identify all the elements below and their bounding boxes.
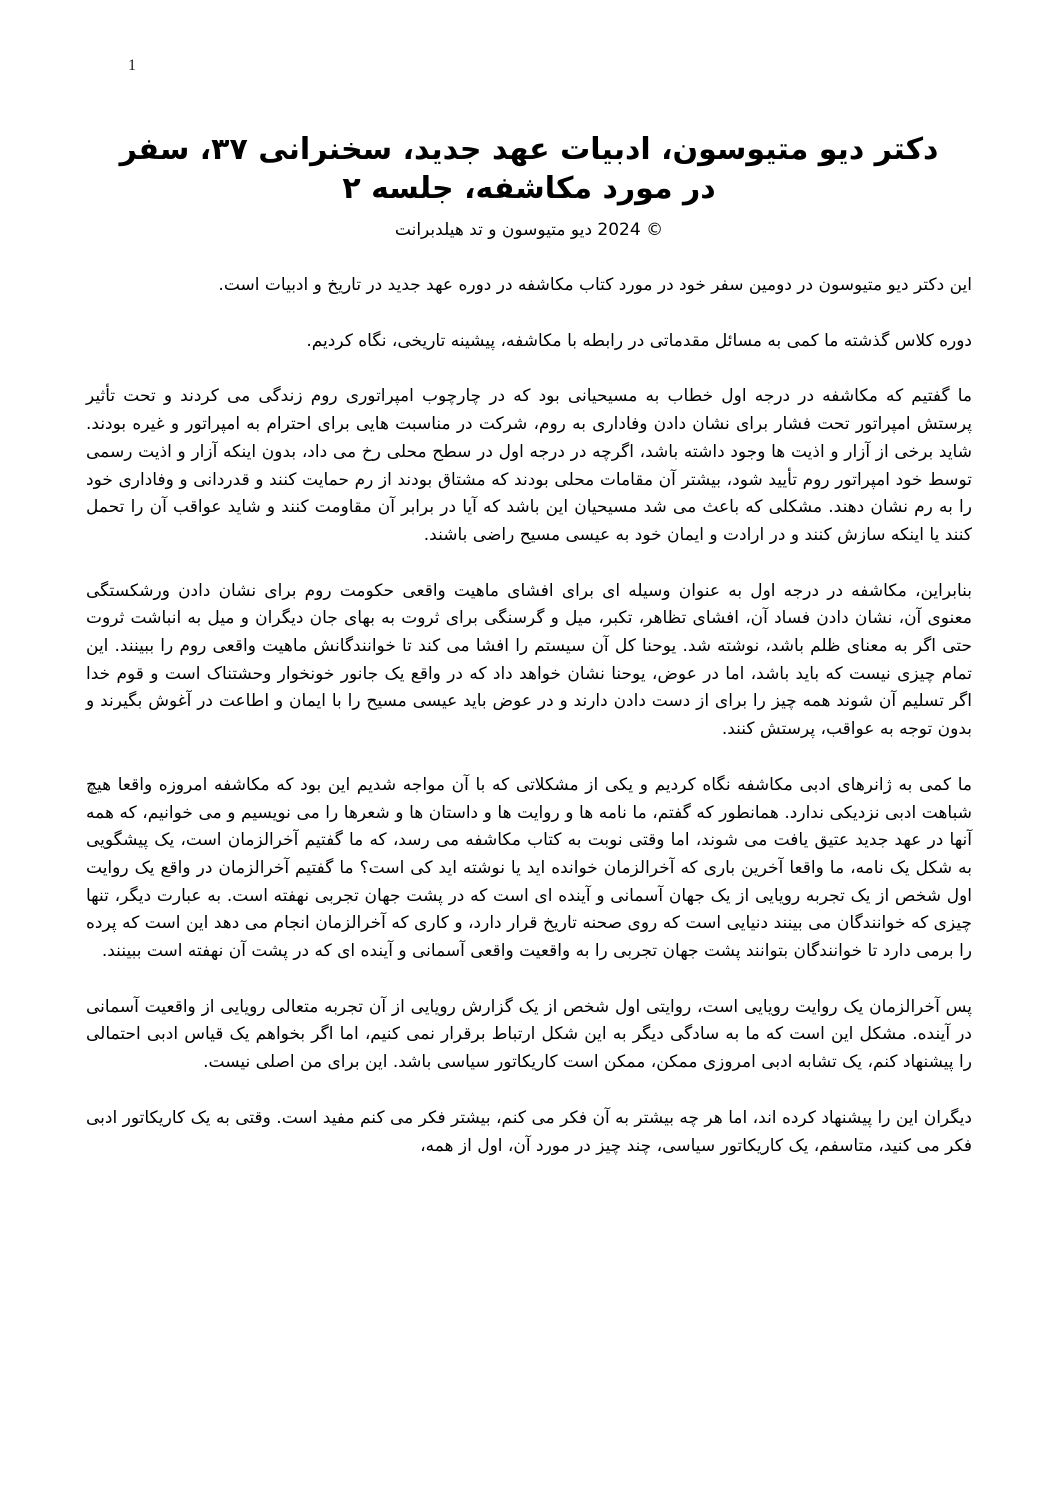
document-title: دکتر دیو متیوسون، ادبیات عهد جدید، سخنرانی ۳۷، سفر در مورد مکاشفه، جلسه ۲ [119, 132, 939, 206]
paragraph: ما گفتیم که مکاشفه در درجه اول خطاب به مسیحیانی بود که در چارچوب امپراتوری روم زندگی می کردند و تحت تأثیر پرستش امپراتور تحت فشار برای نشان دادن وفاداری به روم، شرکت در مناسبت هایی برای احترام به امپراتور و غیره بودند. شاید برخی از آزار و اذیت ها وجود داشته باشد، اگرچه در درجه اول در سطح محلی رخ می داد، بدون اینکه آزار و اذیت رسمی توسط خود امپراتور روم تأیید شود، بیشتر آن مقامات محلی بودند که مشتاق بودند از رم حمایت کنند و قدردانی و وفاداری خود را به رم نشان دهند. مشکلی که باعث می شد مسیحیان این باشد که آیا در برابر آن مقاومت کنند و شاید عواقب آن را تحمل کنند یا اینکه سازش کنند و در ارادت و ایمان خود به عیسی مسیح راضی باشند. [86, 386, 972, 545]
paragraph: دوره کلاس گذشته ما کمی به مسائل مقدماتی در رابطه با مکاشفه، پیشینه تاریخی، نگاه کردیم. [306, 330, 972, 351]
paragraph: دیگران این را پیشنهاد کرده اند، اما هر چه بیشتر به آن فکر می کنم، بیشتر فکر می کنم مفید است. وقتی به یک کاریکاتور ادبی فکر می کنید، متاسفم، یک کاریکاتور سیاسی، چند چیز در مورد آن، اول از همه، [86, 1107, 972, 1156]
paragraph: بنابراین، مکاشفه در درجه اول به عنوان وسیله ای برای افشای ماهیت واقعی حکومت روم برای نشان دادن ورشکستگی معنوی آن، نشان دادن فساد آن، افشای تظاهر، تکبر، میل و گرسنگی برای ثروت به بهای جان دیگران و میل به انباشت ثروت حتی اگر به معنای ظلم باشد، نوشته شد. یوحنا کل آن سیستم را افشا می کند تا خوانندگانش ماهیت واقعی روم را ببینند. این تمام چیزی نیست که باید باشد، اما در عوض، یوحنا نشان خواهد داد که در واقع یک جانور خونخوار وحشتناک است و قوم خدا اگر تسلیم آن شوند همه چیز را برای از دست دادن دارند و در عوض باید عیسی مسیح را با ایمان و اطاعت در آغوش بگیرند و بدون توجه به عواقب، پرستش کنند. [86, 580, 972, 740]
page-number: 1 [128, 57, 136, 74]
copyright-line: © 2024 دیو متیوسون و تد هیلدبرانت [394, 220, 664, 240]
paragraph: پس آخرالزمان یک روایت رویایی است، روایتی اول شخص از یک گزارش رویایی از آن تجربه متعالی رویایی از واقعیت آسمانی در آینده. مشکل این است که ما به سادگی دیگر به این شکل ارتباط برقرار نمی کنیم، اما اگر بخواهم یک قیاس ادبی احتمالی را پیشنهاد کنم، یک تشابه ادبی امروزی ممکن، ممکن است کاریکاتور سیاسی باشد. این برای من اصلی نیست. [86, 996, 972, 1073]
document-header [86, 130, 972, 240]
paragraph: این دکتر دیو متیوسون در دومین سفر خود در مورد کتاب مکاشفه در دوره عهد جدید در تاریخ و ادبیات است. [218, 275, 972, 295]
paragraph: ما کمی به ژانرهای ادبی مکاشفه نگاه کردیم و یکی از مشکلاتی که با آن مواجه شدیم این بود که مکاشفه امروزه واقعا هیچ شباهت ادبی نزدیکی ندارد. همانطور که گفتم، ما نامه ها و روایت ها و داستان ها و شعرها را می نویسیم و می خوانیم، که همه آنها در عهد جدید عتیق یافت می شوند، اما وقتی نوبت به کتاب مکاشفه می رسد، که ما گفتیم آخرالزمان است، یک پیشگویی به شکل یک نامه، ما واقعا آخرین باری که آخرالزمان خوانده اید یا نوشته اید کی است؟ ما گفتیم آخرالزمان در واقع یک روایت اول شخص از یک تجربه رویایی از یک جهان آسمانی و آینده ای است که در پشت جهان تجربی نهفته است. به عبارت دیگر، تنها چیزی که خوانندگان می بینند دنیایی است که روی صحنه تاریخ قرار دارد، و کاری که آخرالزمان انجام می دهد این است که پرده را برمی دارد تا خوانندگان بتوانند پشت جهان تجربی را به واقعیت واقعی آسمانی و آینده ای که در پشت آن نهفته است ببینند. [86, 774, 972, 962]
document-body [86, 272, 972, 1160]
